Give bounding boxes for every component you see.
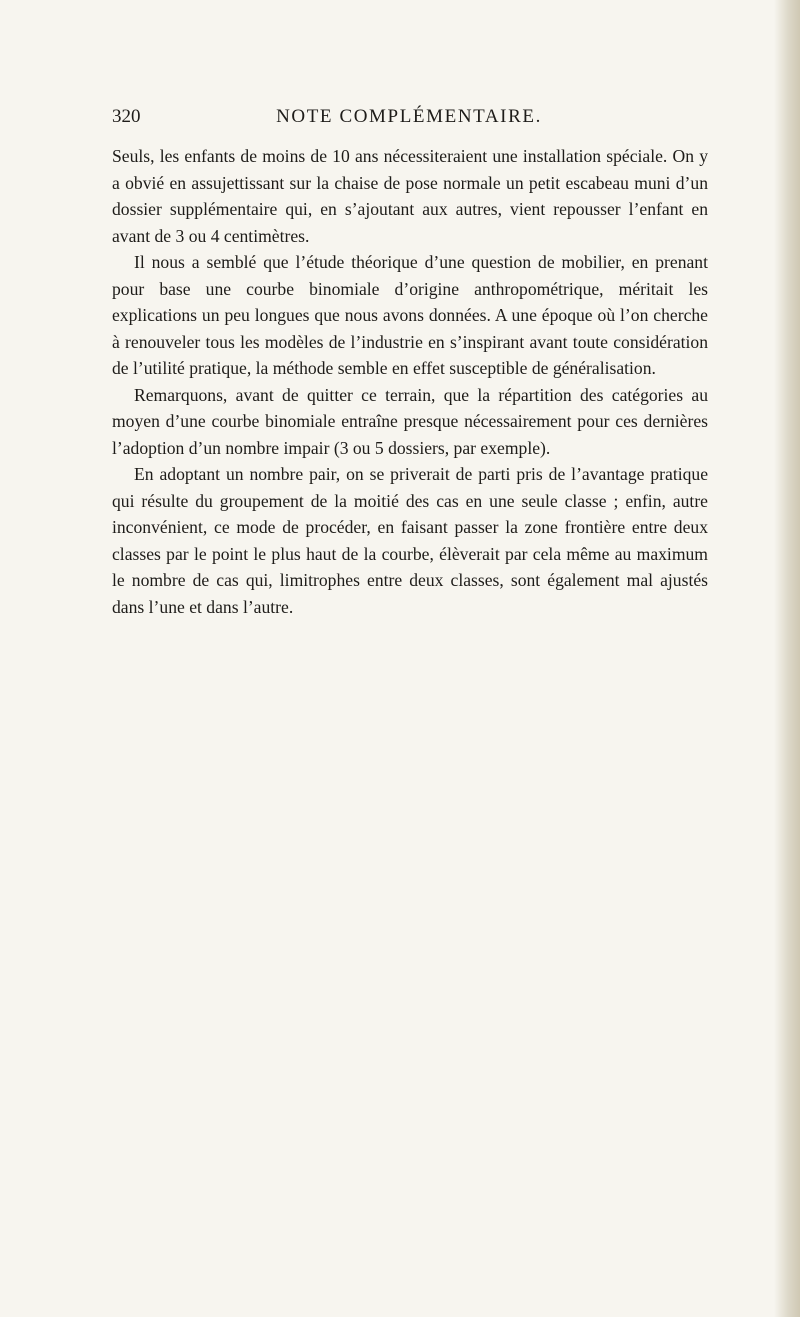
paragraph-2: Il nous a semblé que l’étude théorique d’une question de mobilier, en prenant pour base une courbe binomiale d’origine anthropométrique, méritait les explications un peu longues que nous avons données. A une époque où l’on cherche à renouveler tous les modèles de l’industrie en s’inspirant avant toute considération de l’utilité pratique, la méthode semble en effet susceptible de généralisation.	[112, 252, 708, 378]
page-number: 320	[112, 106, 141, 127]
running-title: NOTE COMPLÉMENTAIRE.	[276, 106, 542, 127]
paragraph-3: Remarquons, avant de quitter ce terrain, que la répartition des catégories au moyen d’une courbe binomiale entraîne presque nécessairement pour ces dernières l’adoption d’un nombre impair (3 ou 5 dossiers, par exemple).	[112, 384, 708, 458]
body-text	[112, 143, 708, 620]
page-header	[112, 104, 706, 130]
paragraph-4: En adoptant un nombre pair, on se priverait de parti pris de l’avantage pratique qui résulte du groupement de la moitié des cas en une seule classe ; enfin, autre inconvénient, ce mode de procéder, en faisant passer la zone frontière entre deux classes par le point le plus haut de la courbe, élèverait par cela même au maximum le nombre de cas qui, limitrophes entre deux classes, sont également mal ajustés dans l’une et dans l’autre.	[112, 464, 708, 617]
paragraph-1: Seuls, les enfants de moins de 10 ans nécessiteraient une installation spéciale. On y a obvié en assujettissant sur la chaise de pose normale un petit escabeau muni d’un dossier supplémentaire qui, en s’ajoutant aux autres, vient repousser l’enfant en avant de 3 ou 4 centimètres.	[112, 146, 708, 246]
page-edge-shadow	[774, 0, 800, 1317]
